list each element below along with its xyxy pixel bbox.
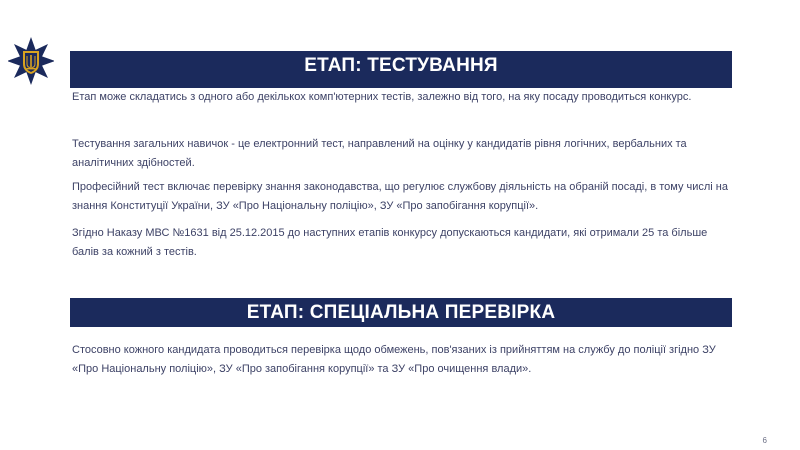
police-emblem-icon — [8, 36, 54, 86]
testing-paragraph-order: Згідно Наказу МВС №1631 від 25.12.2015 до наступних етапів конкурсу допускаються кандидати, які отримали 25 та більше балів за кожний з тестів. — [72, 227, 708, 258]
special-check-paragraph: Стосовно кожного кандидата проводиться перевірка щодо обмежень, пов'язаних із прийняттям на службу до поліції згідно ЗУ «Про Національну поліцію», ЗУ «Про запобігання корупції» та ЗУ «Про очищення влади». — [72, 344, 716, 375]
testing-paragraph-general-skills: Тестування загальних навичок - це електронний тест, направлений на оцінку у кандидатів рівня логічних, вербальних та аналітичних здібностей. — [72, 138, 687, 169]
section-special-check-title: ЕТАП: СПЕЦІАЛЬНА ПЕРЕВІРКА — [70, 298, 732, 327]
section-testing-title: ЕТАП: ТЕСТУВАННЯ — [70, 51, 732, 88]
testing-paragraph-professional-test: Професійний тест включає перевірку знання законодавства, що регулює службову діяльність на обраній посаді, в тому числі на знання Конституції України, ЗУ «Про Національну поліцію», ЗУ «Про запобігання корупції». — [72, 181, 728, 212]
page-number: 6 — [762, 436, 767, 445]
testing-paragraph-stages: Етап може складатись з одного або декількох комп'ютерних тестів, залежно від того, на яку посаду проводиться конкурс. — [72, 91, 692, 103]
